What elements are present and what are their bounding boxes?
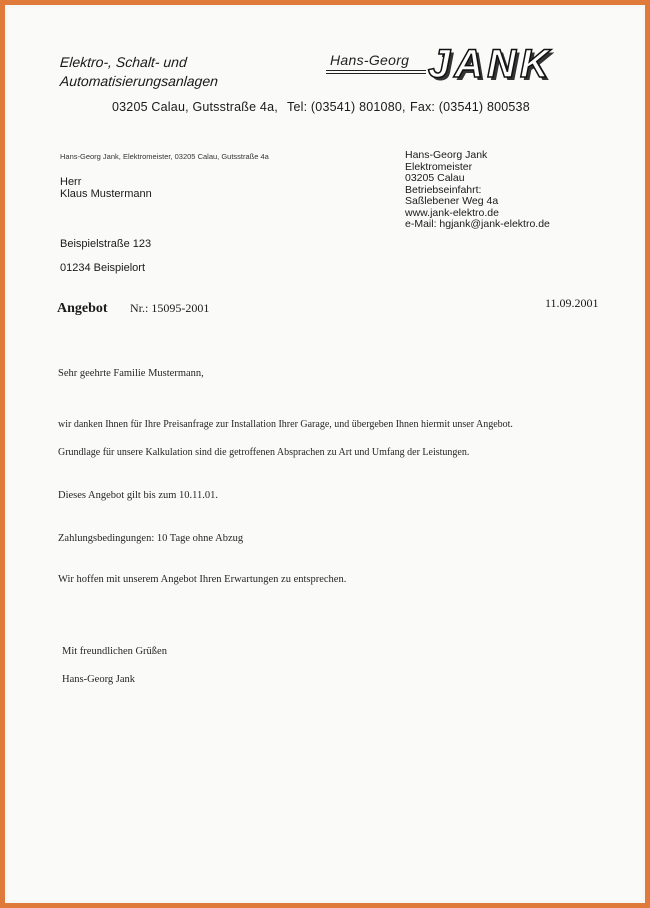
contact-line: Saßlebener Weg 4a — [405, 195, 499, 207]
contact-line: 03205 Calau — [405, 172, 465, 184]
logo-underline-1 — [326, 70, 426, 71]
offer-label: Angebot — [57, 301, 108, 316]
recipient-city: 01234 Beispielort — [60, 262, 146, 274]
letter-signature: Hans-Georg Jank — [62, 674, 135, 685]
letterhead-fax: Fax: (03541) 800538 — [410, 100, 530, 114]
offer-number: Nr.: 15095-2001 — [130, 301, 210, 315]
letterhead-address: 03205 Calau, Gutsstraße 4a, — [112, 100, 278, 114]
letter-closing: Mit freundlichen Grüßen — [62, 646, 167, 657]
recipient-salutation: Herr — [60, 176, 82, 188]
logo-underline-2 — [326, 73, 426, 74]
letter-paragraph-5: Wir hoffen mit unserem Angebot Ihren Erwartungen zu entsprechen. — [58, 574, 347, 585]
recipient-name: Klaus Mustermann — [60, 188, 152, 200]
letter-paragraph-2: Grundlage für unsere Kalkulation sind die getroffenen Absprachen zu Art und Umfang der Leistungen. — [58, 447, 470, 458]
contact-line: Hans-Georg Jank — [405, 149, 488, 161]
contact-line: Betriebseinfahrt: — [405, 183, 482, 196]
letter-paragraph-4: Zahlungsbedingungen: 10 Tage ohne Abzug — [58, 533, 244, 544]
recipient-street: Beispielstraße 123 — [60, 238, 152, 250]
letter-paragraph-1: wir danken Ihnen für Ihre Preisanfrage zur Installation Ihrer Garage, und übergeben Ihnen hiermit unser Angebot. — [58, 419, 513, 430]
logo-jank: JANK — [428, 42, 553, 86]
letter-paragraph-3: Dieses Angebot gilt bis zum 10.11.01. — [58, 490, 219, 501]
letterhead-tagline-1: Elektro-, Schalt- und — [59, 54, 188, 70]
contact-website: www.jank-elektro.de — [405, 206, 499, 219]
contact-line: Elektromeister — [405, 160, 473, 173]
letterhead-tel: Tel: (03541) 801080, — [287, 100, 406, 114]
logo-hans-georg: Hans-Georg — [330, 52, 410, 68]
letterhead-tagline-2: Automatisierungsanlagen — [59, 73, 219, 89]
sender-return-line: Hans-Georg Jank, Elektromeister, 03205 Calau, Gutsstraße 4a — [60, 152, 269, 161]
contact-block — [405, 150, 550, 231]
contact-email: e-Mail: hgjank@jank-elektro.de — [405, 218, 550, 230]
offer-date: 11.09.2001 — [545, 296, 599, 310]
letter-greeting: Sehr geehrte Familie Mustermann, — [58, 368, 204, 379]
